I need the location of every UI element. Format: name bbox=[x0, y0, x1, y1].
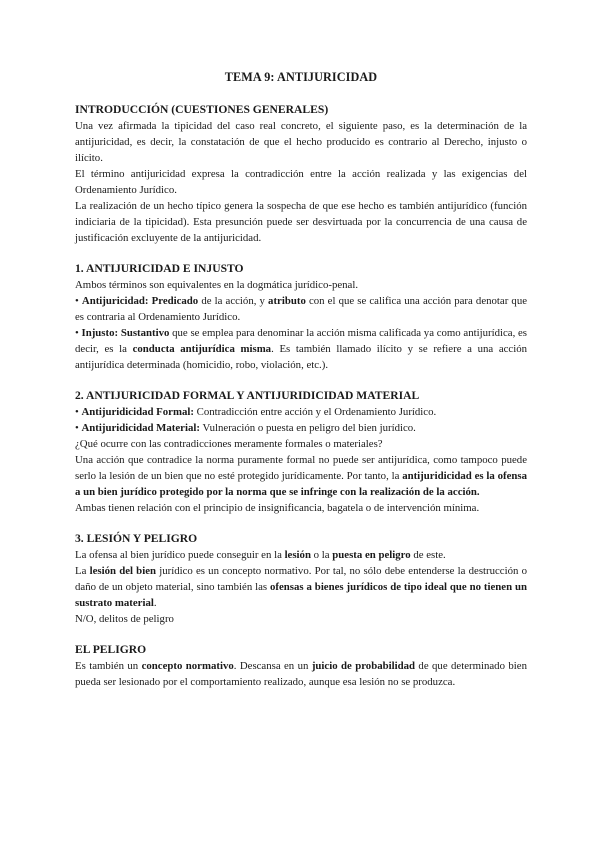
text-run: de la acción, y bbox=[198, 295, 269, 307]
term: lesión del bien bbox=[89, 565, 156, 577]
document-title: TEMA 9: ANTIJURICIDAD bbox=[224, 70, 378, 84]
text-run: de este. bbox=[410, 549, 446, 561]
text-run: La bbox=[75, 565, 90, 577]
paragraph: N/O, delitos de peligro bbox=[75, 613, 174, 625]
bullet-item bbox=[75, 325, 527, 373]
paragraph: Ambos términos son equivalentes en la dogmática jurídico-penal. bbox=[75, 279, 359, 291]
term: Antijuricidad: bbox=[81, 295, 149, 307]
paragraph bbox=[75, 452, 527, 500]
text-run: . bbox=[153, 597, 157, 609]
text-run: La ofensa al bien jurídico puede conseguir en la bbox=[75, 549, 285, 561]
section-introduccion bbox=[75, 102, 527, 246]
emphasis: antijuridicidad es la ofensa a un bien jurídico protegido por la norma que se infringe con la realización de la acción. bbox=[75, 470, 527, 498]
paragraph: Ambas tienen relación con el principio de insignificancia, bagatela o de intervención mínima. bbox=[75, 502, 480, 514]
paragraph: La realización de un hecho típico genera la sospecha de que ese hecho es también antijurídico (función indiciaria de la tipicidad). Esta presunción puede ser desvirtuada por la concurrencia de una causa de justificación excluyente de la antijuricidad. bbox=[75, 200, 527, 244]
emphasis: ofensas a bienes jurídicos de tipo ideal que no tienen un sustrato material bbox=[75, 581, 527, 609]
section-heading: 2. ANTIJURICIDAD FORMAL Y ANTIJURIDICIDAD MATERIAL bbox=[75, 389, 420, 402]
term: Antijuridicidad Material: bbox=[81, 422, 200, 434]
section-heading: INTRODUCCIÓN (CUESTIONES GENERALES) bbox=[75, 103, 329, 116]
section-heading: 1. ANTIJURICIDAD E INJUSTO bbox=[75, 262, 244, 275]
term: conducta antijurídica misma bbox=[132, 343, 272, 355]
section-lesion-peligro bbox=[75, 531, 527, 627]
term: puesta en peligro bbox=[332, 549, 411, 561]
text-run: . Descansa en un bbox=[233, 660, 312, 672]
term: Antijuridicidad Formal: bbox=[81, 406, 194, 418]
term: lesión bbox=[284, 549, 311, 561]
paragraph bbox=[75, 547, 527, 563]
bullet-item bbox=[75, 404, 527, 420]
section-el-peligro bbox=[75, 642, 527, 690]
section-heading: EL PELIGRO bbox=[75, 643, 147, 656]
question: ¿Qué ocurre con las contradicciones meramente formales o materiales? bbox=[75, 438, 383, 450]
text-run: o la bbox=[310, 549, 333, 561]
text-run: de que determinado bien pueda ser lesionado por el comportamiento realizado, aunque esa lesión no se produzca. bbox=[75, 660, 527, 688]
text-run: Vulneración o puesta en peligro del bien jurídico. bbox=[199, 422, 416, 434]
text-run: Es también un bbox=[75, 660, 142, 672]
text-run: jurídico es un concepto normativo. Por tal, no sólo debe entenderse la destrucción o daño de un objeto material, sino también las bbox=[75, 565, 527, 593]
paragraph bbox=[75, 658, 527, 690]
bullet-item bbox=[75, 420, 527, 436]
text-run: que se emplea para denominar la acción misma calificada ya como antijurídica, es decir, es la bbox=[75, 327, 527, 355]
term: atributo bbox=[268, 295, 306, 307]
text-run: con el que se califica una acción para denotar que es contraria al Ordenamiento Jurídico. bbox=[75, 295, 528, 323]
paragraph bbox=[75, 563, 527, 611]
text-run: Contradicción entre acción y el Ordenamiento Jurídico. bbox=[193, 406, 437, 418]
bullet-item bbox=[75, 293, 527, 325]
section-antijuricidad-injusto bbox=[75, 261, 527, 373]
paragraph: Una vez afirmada la tipicidad del caso real concreto, el siguiente paso, es la determinación de la antijuricidad, es decir, la constatación de que el hecho producido es contrario al Derecho, injusto o ilícito. bbox=[75, 120, 527, 164]
section-heading: 3. LESIÓN Y PELIGRO bbox=[75, 532, 198, 545]
text-run: Una acción que contradice la norma puramente formal no puede ser antijurídica, como tampoco puede serlo la lesión de un bien que no esté protegido jurídicamente. Por tanto, la bbox=[75, 454, 527, 482]
paragraph: El término antijuricidad expresa la contradicción entre la acción realizada y las exigencias del Ordenamiento Jurídico. bbox=[75, 168, 527, 196]
term: Injusto: Sustantivo bbox=[81, 327, 170, 339]
document-content bbox=[75, 70, 527, 690]
section-formal-material bbox=[75, 388, 527, 516]
term: concepto normativo bbox=[141, 660, 234, 672]
term: Predicado bbox=[151, 295, 199, 307]
text-run: . Es también llamado ilícito y se refiere a una acción antijurídica determinada (homicidio, robo, violación, etc.). bbox=[75, 343, 528, 371]
term: juicio de probabilidad bbox=[311, 660, 416, 672]
